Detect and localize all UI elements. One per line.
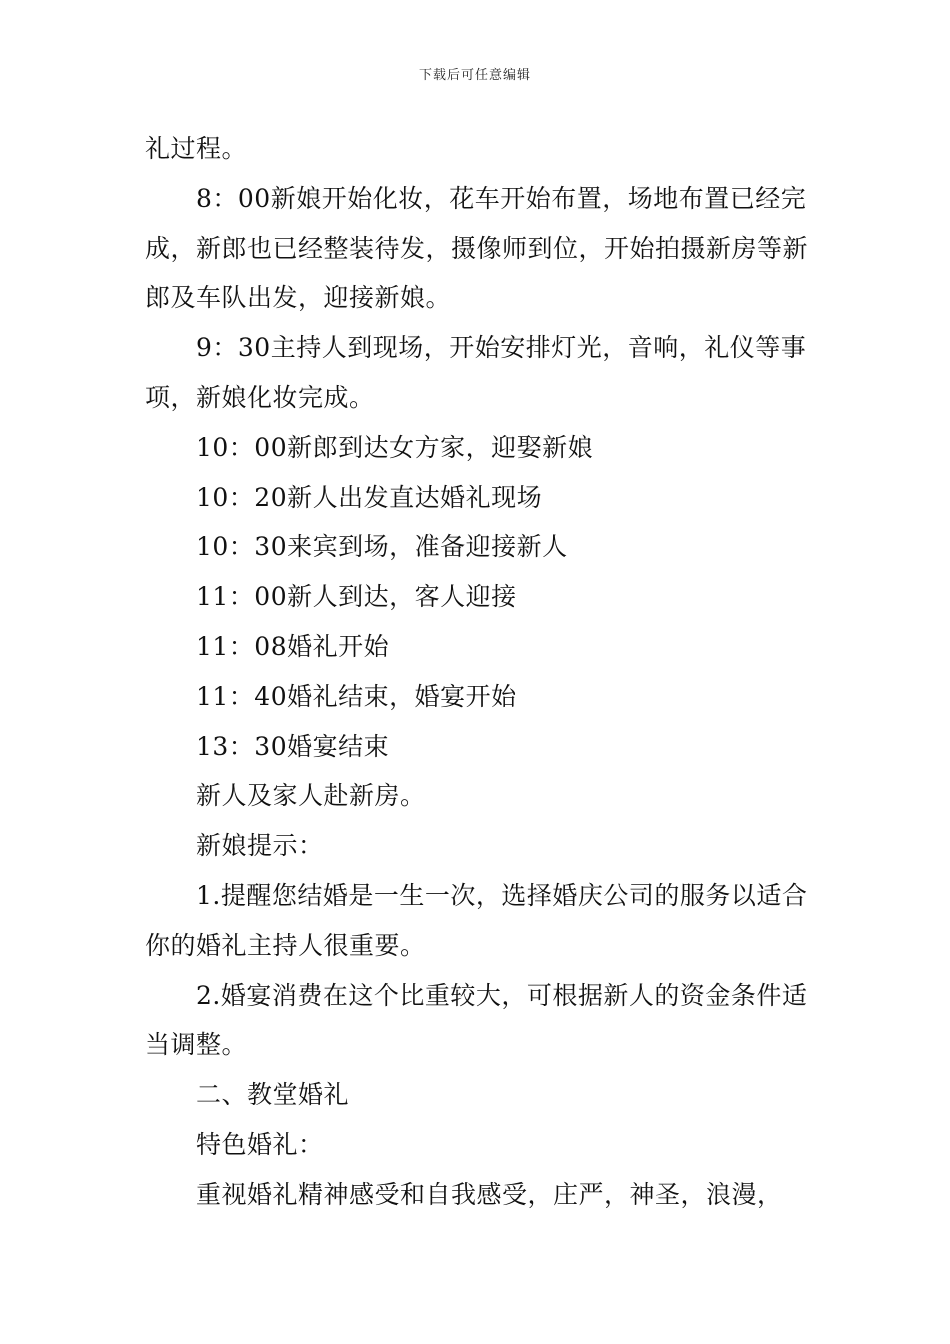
paragraph: 10：00新郎到达女方家，迎娶新娘: [196, 432, 594, 462]
paragraph: 13：30婚宴结束: [196, 731, 390, 761]
paragraph: 重视婚礼精神感受和自我感受，庄严，神圣，浪漫，: [196, 1179, 783, 1209]
paragraph: 1.提醒您结婚是一生一次，选择婚庆公司的服务以适合你的婚礼主持人很重要。: [145, 880, 808, 960]
paragraph: 10：30来宾到场，准备迎接新人: [196, 532, 568, 562]
paragraph: 新人及家人赴新房。: [196, 781, 426, 811]
paragraph: 新娘提示：: [196, 831, 324, 861]
paragraph: 11：08婚礼开始: [196, 631, 390, 661]
page-header-note: 下载后可任意编辑: [418, 68, 531, 83]
paragraph: 礼过程。: [145, 134, 248, 163]
paragraph: 二、教堂婚礼: [196, 1080, 350, 1110]
paragraph: 10：20新人出发直达婚礼现场: [196, 482, 543, 512]
paragraph: 特色婚礼：: [196, 1129, 324, 1159]
paragraph: 8：00新娘开始化妆，花车开始布置，场地布置已经完成，新郎也已经整装待发，摄像师到位，开始拍摄新房等新郎及车队出发，迎接新娘。: [145, 183, 809, 313]
paragraph: 11：40婚礼结束，婚宴开始: [196, 681, 517, 711]
paragraph: 2.婚宴消费在这个比重较大，可根据新人的资金条件适当调整。: [145, 980, 808, 1060]
paragraph: 9：30主持人到现场，开始安排灯光，音响，礼仪等事项，新娘化妆完成。: [145, 333, 807, 412]
document-body: [145, 124, 810, 1220]
paragraph: 11：00新人到达，客人迎接: [196, 582, 517, 612]
